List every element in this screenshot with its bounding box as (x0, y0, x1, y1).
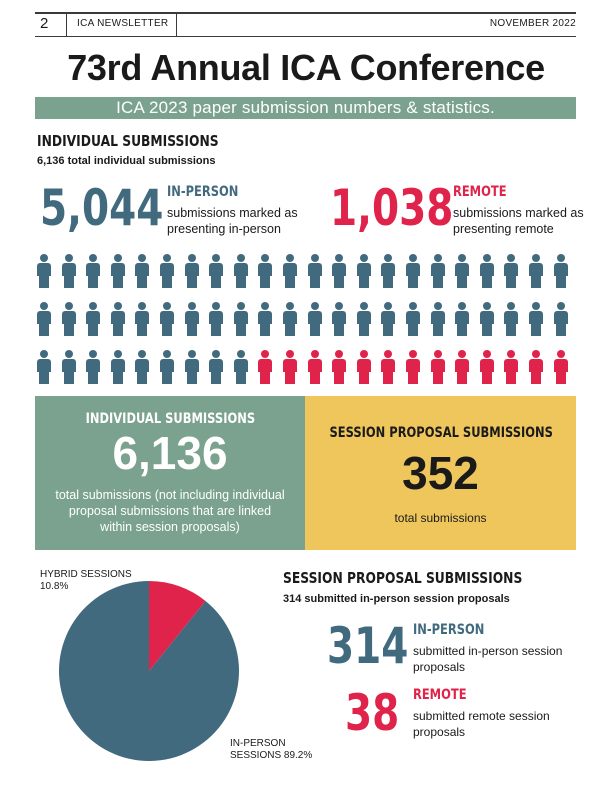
remote-label: REMOTE (453, 184, 507, 200)
person-icon-remote (306, 350, 324, 384)
person-icon-in-person (404, 254, 422, 288)
person-icon-in-person (453, 302, 471, 336)
session-in-person-number: 314 (327, 617, 409, 675)
person-icon-in-person (306, 302, 324, 336)
person-icon-grid (35, 254, 580, 394)
person-icon-in-person (527, 254, 545, 288)
person-icon-in-person (527, 302, 545, 336)
hybrid-label-value: 10.8% (40, 581, 69, 592)
person-icon-in-person (232, 350, 250, 384)
person-icon-in-person (478, 254, 496, 288)
person-icon-in-person (232, 302, 250, 336)
header-divider (66, 14, 67, 36)
person-icon-in-person (232, 254, 250, 288)
session-total-box (305, 396, 576, 550)
person-icon-in-person (183, 302, 201, 336)
remote-number: 1,038 (330, 179, 454, 237)
person-icon-in-person (379, 302, 397, 336)
box-session-number: 352 (402, 447, 479, 499)
session-remote-desc: submitted remote session proposals (413, 709, 550, 739)
person-icon-in-person (502, 302, 520, 336)
person-icon-in-person (133, 350, 151, 384)
person-icon-in-person (256, 302, 274, 336)
person-icon-in-person (355, 302, 373, 336)
session-remote-number: 38 (345, 684, 400, 742)
person-icon-in-person (207, 254, 225, 288)
person-icon-in-person (379, 254, 397, 288)
box-individual-desc: total submissions (not including individual proposal submissions that are linked within session proposals) (55, 488, 285, 534)
in-person-number: 5,044 (40, 179, 164, 237)
in-person-sessions-label (230, 738, 312, 762)
individual-total-box (35, 396, 305, 550)
person-icon-in-person (183, 350, 201, 384)
person-icon-in-person (60, 302, 78, 336)
person-icon-remote (429, 350, 447, 384)
person-icon-in-person (281, 302, 299, 336)
person-icon-in-person (84, 350, 102, 384)
person-icon-in-person (60, 254, 78, 288)
person-icon-in-person (330, 254, 348, 288)
person-icon-in-person (478, 302, 496, 336)
person-icon-in-person (256, 254, 274, 288)
box-session-desc: total submissions (394, 511, 487, 525)
person-icon-in-person (35, 350, 53, 384)
person-icon-in-person (35, 254, 53, 288)
person-icon-in-person (158, 350, 176, 384)
header-rule-top (35, 12, 576, 14)
newsletter-label: ICA NEWSLETTER (77, 18, 169, 29)
person-icon-in-person (207, 350, 225, 384)
session-heading: SESSION PROPOSAL SUBMISSIONS (283, 569, 523, 587)
page-number: 2 (40, 15, 49, 32)
hybrid-label (40, 569, 132, 593)
individual-total-line: 6,136 total individual submissions (37, 155, 216, 167)
person-icon-in-person (306, 254, 324, 288)
session-type-pie (58, 580, 240, 762)
person-icon-remote (502, 350, 520, 384)
in-person-sessions-name: IN-PERSON (230, 738, 286, 749)
person-icon-remote (330, 350, 348, 384)
person-icon-in-person (183, 254, 201, 288)
person-icon-in-person (330, 302, 348, 336)
person-icon-in-person (552, 302, 570, 336)
person-icon-in-person (133, 254, 151, 288)
person-icon-in-person (355, 254, 373, 288)
person-icon-in-person (158, 302, 176, 336)
box-individual-number: 6,136 (112, 427, 228, 479)
person-icon-in-person (84, 302, 102, 336)
person-icon-in-person (35, 302, 53, 336)
individual-heading: INDIVIDUAL SUBMISSIONS (37, 132, 219, 150)
person-icon-in-person (158, 254, 176, 288)
person-icon-in-person (133, 302, 151, 336)
person-icon-in-person (429, 254, 447, 288)
person-icon-in-person (109, 350, 127, 384)
session-in-person-label: IN-PERSON (413, 622, 485, 638)
person-icon-remote (527, 350, 545, 384)
header-divider (176, 14, 177, 36)
person-icon-in-person (84, 254, 102, 288)
person-icon-remote (256, 350, 274, 384)
person-icon-in-person (109, 254, 127, 288)
subtitle-banner: ICA 2023 paper submission numbers & statistics. (35, 97, 576, 119)
person-icon-in-person (453, 254, 471, 288)
in-person-sessions-value: SESSIONS 89.2% (230, 750, 313, 761)
issue-date: NOVEMBER 2022 (489, 18, 576, 29)
person-icon-in-person (60, 350, 78, 384)
person-icon-remote (355, 350, 373, 384)
header-rule-bottom (35, 36, 576, 37)
session-remote-label: REMOTE (413, 687, 467, 703)
hybrid-label-name: HYBRID SESSIONS (40, 569, 132, 580)
person-icon-in-person (281, 254, 299, 288)
person-icon-in-person (429, 302, 447, 336)
remote-desc: submissions marked as presenting remote (453, 206, 584, 236)
person-icon-remote (453, 350, 471, 384)
session-in-person-desc: submitted in-person session proposals (413, 644, 563, 674)
box-session-title: SESSION PROPOSAL SUBMISSIONS (329, 425, 553, 441)
box-individual-title: INDIVIDUAL SUBMISSIONS (85, 411, 255, 427)
person-icon-remote (404, 350, 422, 384)
person-icon-remote (552, 350, 570, 384)
person-icon-remote (379, 350, 397, 384)
person-icon-remote (281, 350, 299, 384)
person-icon-in-person (404, 302, 422, 336)
person-icon-in-person (207, 302, 225, 336)
in-person-desc: submissions marked as presenting in-person (167, 206, 298, 236)
page-title: 73rd Annual ICA Conference (67, 47, 545, 88)
person-icon-remote (478, 350, 496, 384)
in-person-label: IN-PERSON (167, 184, 239, 200)
person-icon-in-person (502, 254, 520, 288)
session-sub-line: 314 submitted in-person session proposals (283, 593, 510, 605)
person-icon-in-person (109, 302, 127, 336)
person-icon-in-person (552, 254, 570, 288)
